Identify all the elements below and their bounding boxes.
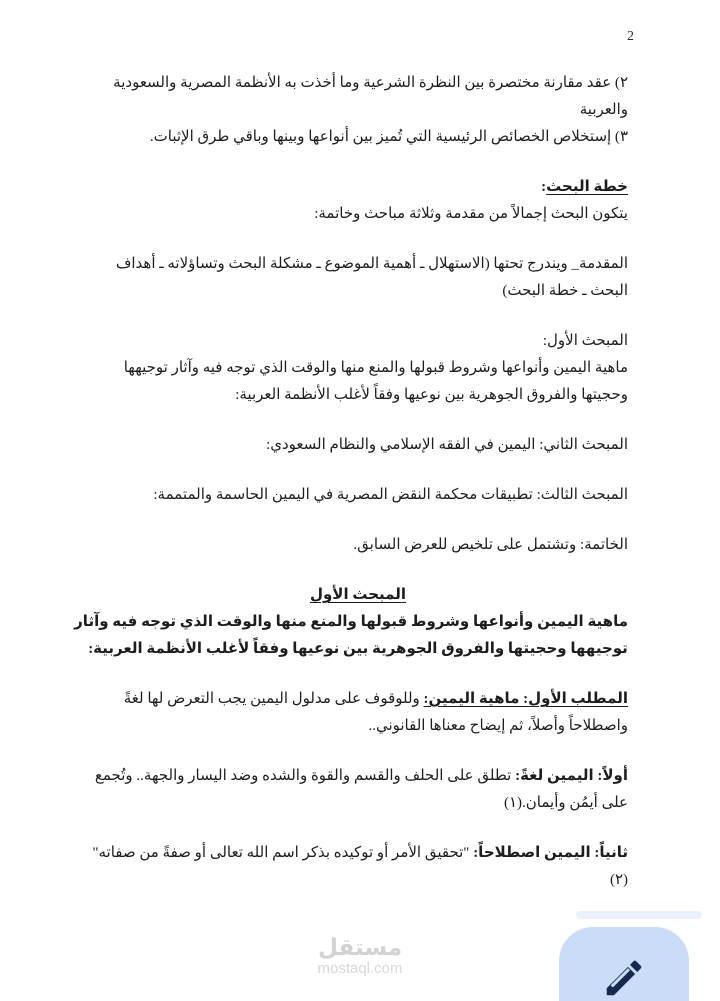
text-segment: خطة البحث [546,179,628,195]
text-segment: المبحث الأول [309,587,407,603]
text-segment: "تحقيق الأمر أو توكيده بذكر اسم الله تعالى أو صفةً من صفاته" [92,845,474,861]
text-segment: المبحث الأول: [542,333,628,349]
document-content [74,70,628,894]
paragraph [88,686,628,740]
text-segment: ثانياً: اليمين اصطلاحاً: [473,845,628,861]
page-number: 2 [627,29,634,44]
text-line [88,124,628,151]
text-segment: : [541,179,547,195]
text-segment: وللوقوف على مدلول اليمين يجب التعرض لها لغةً [123,691,424,707]
text-line [88,70,628,97]
text-line [88,382,628,409]
text-segment: (٢) [609,872,628,888]
text-line [88,278,628,305]
text-segment: والعربية [579,102,628,118]
text-segment: على أيمُن وأيمان.(١) [503,795,628,811]
text-segment: ٢) عقد مقارنة مختصرة بين النظرة الشرعية وما أخذت به الأنظمة المصرية والسعودية [113,75,628,91]
text-segment: ٣) إستخلاص الخصائص الرئيسية التي تُميز بين أنواعها وبينها وباقي طرق الإثبات. [149,129,628,145]
text-line [88,840,628,867]
text-segment: المبحث الثالث: تطبيقات محكمة النقض المصرية في اليمين الحاسمة والمتممة: [153,487,628,503]
text-line [88,582,628,609]
fab-background-accent [576,911,702,919]
paragraph [88,482,628,509]
text-line [88,97,628,124]
paragraph [74,582,628,663]
text-line [88,636,628,663]
text-segment: أولاً: اليمين لغةً: [515,768,628,784]
text-segment: المطلب الأول: ماهية اليمين: [423,691,628,707]
paragraph [88,532,628,559]
text-segment: المبحث الثاني: اليمين في الفقه الإسلامي والنظام السعودي: [266,437,628,453]
text-line [88,432,628,459]
text-segment: توجيهها وحجيتها والفروق الجوهرية بين نوعيها وفقاً لأغلب الأنظمة العربية: [88,641,628,657]
text-line [88,867,628,894]
text-segment: يتكون البحث إجمالاً من مقدمة وثلاثة مباحث وخاتمة: [314,206,628,222]
text-line [88,686,628,713]
paragraph [88,70,628,151]
text-segment: واصطلاحاً وأصلاً، ثم إيضاح معناها القانوني.. [368,718,628,734]
text-line [88,251,628,278]
paragraph [88,763,628,817]
watermark-logo: مستقل [317,935,403,961]
text-line [88,355,628,382]
paragraph [88,328,628,409]
text-segment: الخاتمة: وتشتمل على تلخيص للعرض السابق. [353,537,628,553]
text-segment: ماهية اليمين وأنواعها وشروط قبولها والمنع منها والوقت الذي توجه فيه وآثار توجيهها [123,360,628,376]
edit-fab-button[interactable] [559,927,689,1001]
text-line [88,328,628,355]
text-segment: المقدمة_ ويندرج تحتها (الاستهلال ـ أهمية الموضوع ـ مشكلة البحث وتساؤلاته ـ أهداف [115,256,628,272]
text-line [88,201,628,228]
text-line [88,174,628,201]
paragraph [88,174,628,228]
text-line [88,713,628,740]
text-line [88,763,628,790]
paragraph [88,432,628,459]
text-line [88,790,628,817]
text-line [88,532,628,559]
text-segment: ماهية اليمين وأنواعها وشروط قبولها والمنع منها والوقت الذي توجه فيه وآثار [74,614,628,630]
text-segment: وحجيتها والفروق الجوهرية بين نوعيها وفقاً لأغلب الأنظمة العربية: [235,387,628,403]
text-segment: البحث ـ خطة البحث) [502,283,628,299]
text-line [88,482,628,509]
text-line [74,609,628,636]
paragraph [88,840,628,894]
paragraph [88,251,628,305]
watermark-domain: mostaql.com [317,960,403,977]
text-segment: تطلق على الحلف والقسم والقوة والشده وضد اليسار والجهة.. وتُجمع [94,768,516,784]
pencil-icon [601,955,647,1001]
